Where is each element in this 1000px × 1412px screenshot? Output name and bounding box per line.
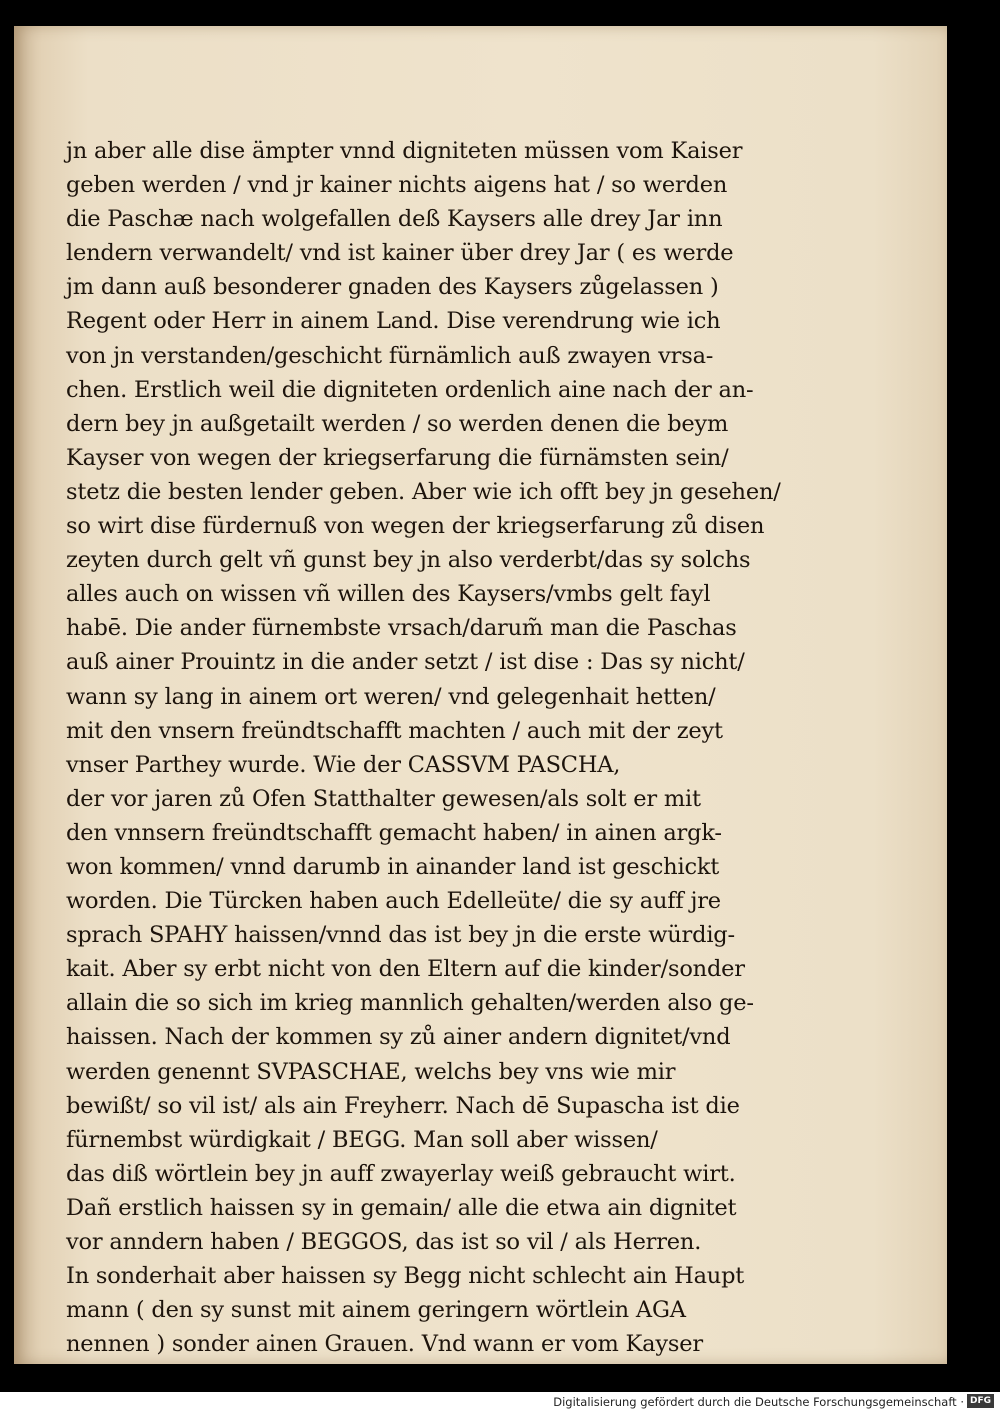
text-line-8: chen. Erstlich weil die digniteten ordenlich aine nach der an- [66, 376, 754, 403]
text-line-27: haissen. Nach der kommen sy zů ainer andern dignitet/vnd [66, 1024, 731, 1051]
text-line-11: stetz die besten lender geben. Aber wie ich offt bey jn gesehen/ [66, 478, 781, 505]
text-line-10: Kayser von wegen der kriegserfarung die fürnämsten sein/ [66, 444, 729, 471]
text-line-14: alles auch on wissen vñ willen des Kaysers/vmbs gelt fayl [66, 581, 711, 608]
text-line-21: den vnnsern freündtschafft gemacht haben/ in ainen argk- [66, 819, 722, 846]
text-line-7: von jn verstanden/geschicht fürnämlich auß zwayen vrsa- [66, 342, 714, 369]
book-page [14, 26, 947, 1364]
text-line-24: sprach SPAHY haissen/vnnd das ist bey jn die erste würdig- [66, 922, 735, 949]
text-line-12: so wirt dise fürdernuß von wegen der kriegserfarung zů disen [66, 513, 765, 540]
text-line-33: vor anndern haben / BEGGOS, das ist so vil / als Herren. [66, 1229, 702, 1255]
dfg-logo-icon: DFG [967, 1394, 994, 1408]
text-line-30: fürnembst würdigkait / BEGG. Man soll aber wissen/ [66, 1126, 658, 1153]
text-line-22: won kommen/ vnnd darumb in ainander land ist geschickt [66, 853, 720, 880]
text-line-19: vnser Parthey wurde. Wie der CASSVM PASCHA, [66, 751, 621, 778]
body-text [66, 134, 836, 1361]
text-line-20: der vor jaren zů Ofen Statthalter gewesen/als solt er mit [66, 785, 701, 812]
text-line-28: werden genennt SVPASCHAE, welchs bey vns wie mir [66, 1058, 676, 1085]
text-line-5: jm dann auß besonderer gnaden des Kaysers zůgelassen ) [66, 274, 719, 301]
text-line-32: Dañ erstlich haissen sy in gemain/ alle die etwa ain dignitet [66, 1194, 737, 1221]
text-line-17: wann sy lang in ainem ort weren/ vnd gelegenhait hetten/ [66, 683, 716, 710]
footer-bar [0, 1392, 1000, 1412]
text-line-13: zeyten durch gelt vñ gunst bey jn also verderbt/das sy solchs [66, 547, 751, 574]
text-line-34: In sonderhait aber haissen sy Begg nicht schlecht ain Haupt [66, 1263, 745, 1290]
text-line-3: die Paschæ nach wolgefallen deß Kaysers alle drey Jar inn [66, 206, 723, 233]
text-line-16: auß ainer Prouintz in die ander setzt / ist dise : Das sy nicht/ [66, 649, 745, 676]
funding-credit: Digitalisierung gefördert durch die Deutsche Forschungsgemeinschaft · [553, 1395, 964, 1409]
text-line-6: Regent oder Herr in ainem Land. Dise verendrung wie ich [66, 308, 721, 335]
text-line-2: geben werden / vnd jr kainer nichts aigens hat / so werden [66, 172, 728, 199]
text-line-23: worden. Die Türcken haben auch Edelleüte/ die sy auff jre [66, 888, 721, 915]
text-line-29: bewißt/ so vil ist/ als ain Freyherr. Nach dē Supascha ist die [66, 1092, 740, 1119]
text-line-9: dern bey jn außgetailt werden / so werden denen die beym [66, 410, 729, 437]
text-line-18: mit den vnsern freündtschafft machten / auch mit der zeyt [66, 717, 723, 744]
text-line-4: lendern verwandelt/ vnd ist kainer über drey Jar ( es werde [66, 240, 734, 267]
text-line-26: allain die so sich im krieg mannlich gehalten/werden also ge- [66, 990, 754, 1017]
text-line-15: habē. Die ander fürnembste vrsach/darum̃ man die Paschas [66, 615, 737, 642]
text-line-1: jn aber alle dise ämpter vnnd digniteten müssen vom Kaiser [66, 138, 743, 164]
text-line-35: mann ( den sy sunst mit ainem geringern wörtlein AGA [66, 1297, 686, 1324]
text-line-25: kait. Aber sy erbt nicht von den Eltern auf die kinder/sonder [66, 956, 745, 983]
text-line-36: nennen ) sonder ainen Grauen. Vnd wann er vom Kayser [66, 1331, 703, 1358]
text-line-31: das diß wörtlein bey jn auff zwayerlay weiß gebraucht wirt. [66, 1160, 736, 1187]
